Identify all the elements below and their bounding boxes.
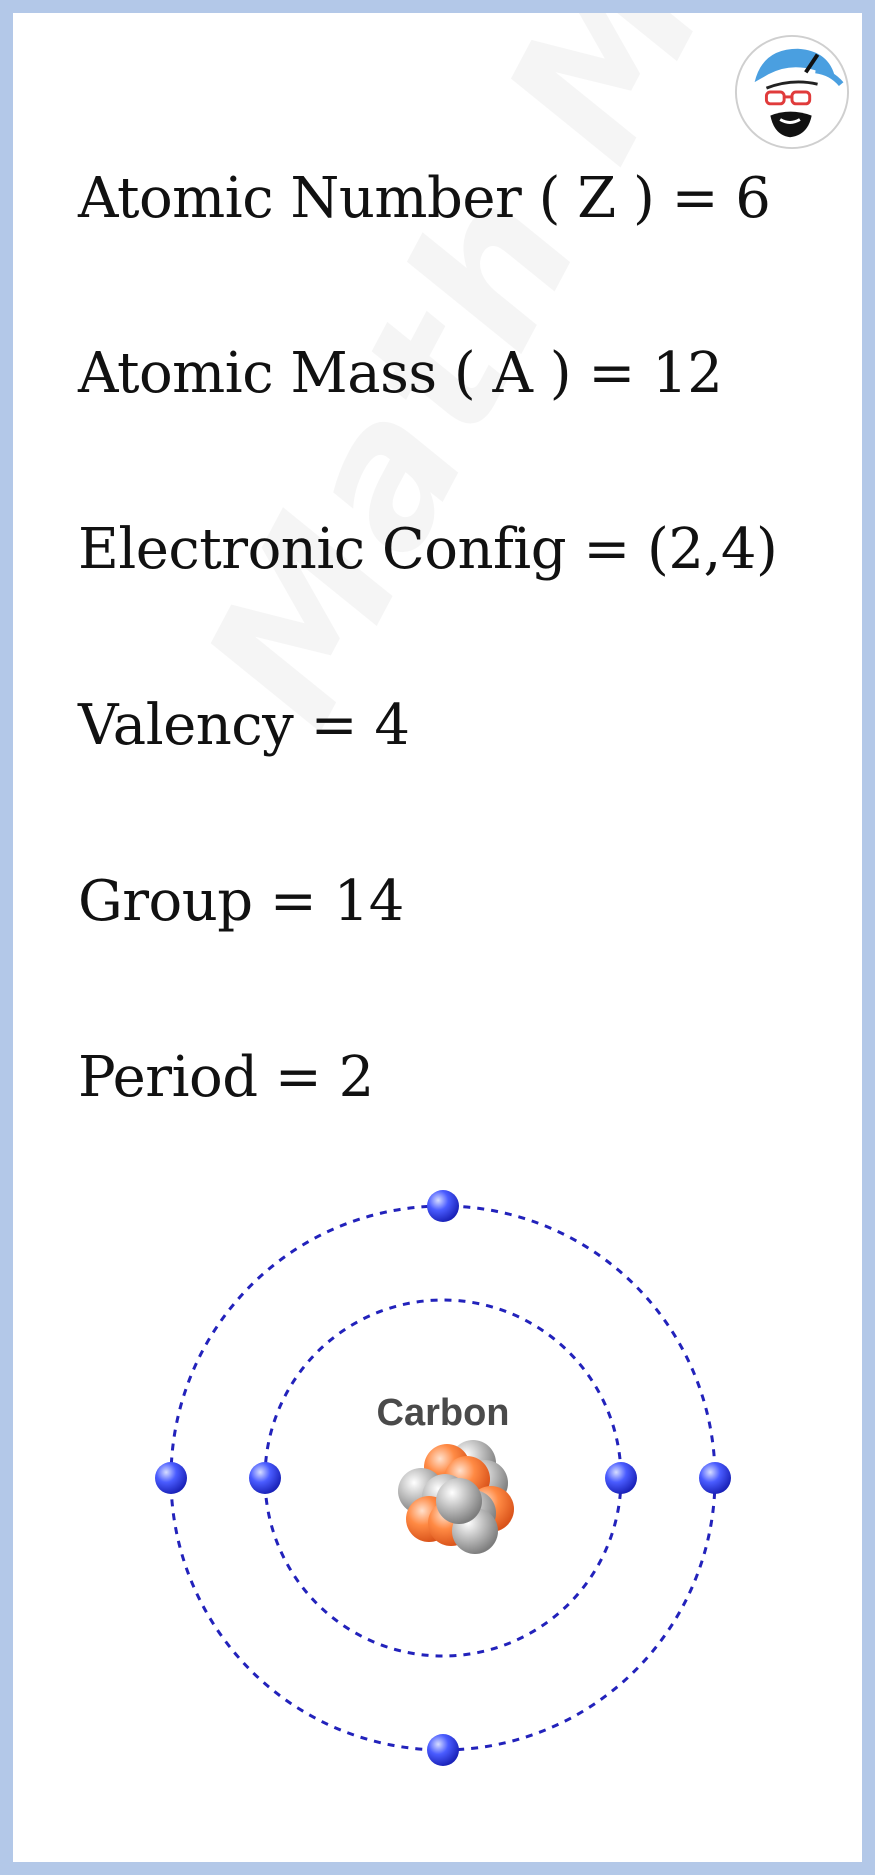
content-card xyxy=(13,13,862,1862)
nucleus xyxy=(398,1440,514,1554)
bohr-model-diagram xyxy=(13,13,862,1862)
electron-shell-2 xyxy=(427,1734,459,1766)
electron-shell-1 xyxy=(249,1462,281,1494)
electron-shell-1 xyxy=(605,1462,637,1494)
fact-period: Period = 2 xyxy=(78,1045,374,1110)
neutron xyxy=(436,1478,482,1524)
fact-group: Group = 14 xyxy=(78,869,404,934)
fact-valency: Valency = 4 xyxy=(78,693,410,758)
element-name: Carbon xyxy=(376,1392,510,1434)
fact-atomic-mass: Atomic Mass ( A ) = 12 xyxy=(78,341,723,406)
electron-shell-2 xyxy=(699,1462,731,1494)
electron-shell-2 xyxy=(427,1190,459,1222)
electron-shell-2 xyxy=(155,1462,187,1494)
fact-electronic-config: Electronic Config = (2,4) xyxy=(78,517,778,582)
fact-atomic-number: Atomic Number ( Z ) = 6 xyxy=(78,166,771,231)
